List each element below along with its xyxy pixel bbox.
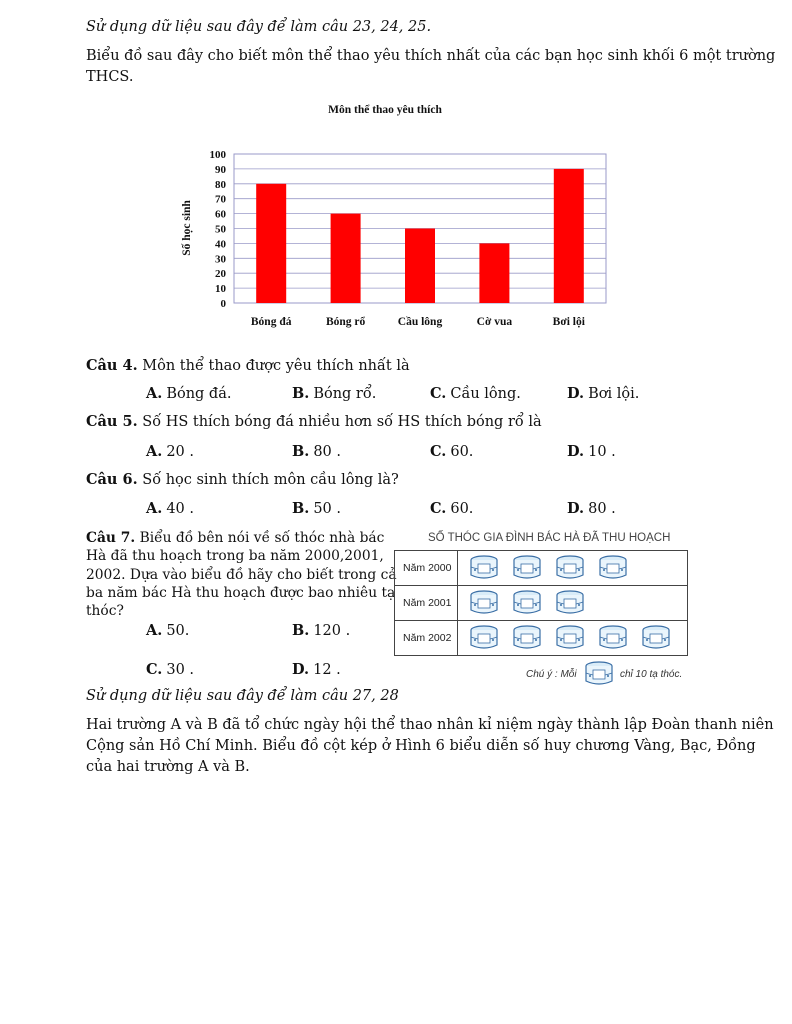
y-tick-label: 0 (220, 298, 226, 310)
question-6-label: Câu 6. (86, 471, 138, 488)
rice-bag-icon (584, 661, 614, 691)
question-6-text: Số học sinh thích môn cầu lông là? (142, 472, 399, 488)
question-6 (86, 469, 399, 491)
y-tick-label: 60 (215, 208, 226, 221)
bar (479, 243, 509, 303)
pictogram-table (394, 550, 688, 656)
question-7: Câu 7. Biểu đồ bên nói về số thóc nhà bác (86, 530, 385, 546)
paragraph-line-3: của hai trường A và B. (86, 759, 250, 775)
x-tick-label: Cờ vua (476, 316, 513, 328)
question-7-line-3: 2002. Dựa vào biểu đồ hãy cho biết trong cả (86, 567, 397, 583)
question-7-line-5: thóc? (86, 603, 124, 619)
q7-option-d[interactable]: D. 12 . (292, 661, 341, 678)
q7-option-b[interactable]: B. 120 . (292, 622, 351, 639)
q7-option-c[interactable]: C. 30 . (146, 661, 195, 678)
q5-option-c[interactable]: C. 60. (430, 443, 474, 460)
rice-bag-icon (598, 555, 628, 585)
rice-bag-icon (555, 555, 585, 585)
y-tick-label: 20 (215, 268, 226, 281)
question-5 (86, 411, 542, 433)
paragraph-line-2: Cộng sản Hồ Chí Minh. Biểu đồ cột kép ở Hình 6 biểu diễn số huy chương Vàng, Bạc, Đồng (86, 738, 756, 754)
q6-option-a[interactable]: A. 40 . (146, 500, 194, 517)
q6-option-b[interactable]: B. 50 . (292, 500, 341, 517)
q4-option-d[interactable]: D. Bơi lội. (567, 385, 640, 402)
y-axis-label: Số học sinh (181, 200, 193, 256)
x-tick-label: Cầu lông (397, 316, 443, 328)
q6-option-d[interactable]: D. 80 . (567, 500, 616, 517)
rice-bag-icon (555, 590, 585, 620)
pictogram-row-2000: Năm 2000 (395, 551, 687, 586)
y-tick-label: 40 (215, 238, 226, 251)
pictogram-note-suffix: chỉ 10 tạ thóc. (620, 669, 683, 680)
rice-bag-icon (512, 590, 542, 620)
pictogram (390, 528, 696, 690)
rice-bag-icon (469, 590, 499, 620)
y-tick-label: 80 (215, 178, 226, 191)
y-tick-label: 70 (215, 193, 226, 206)
pictogram-row-2002: Năm 2002 (395, 621, 687, 655)
intro-paragraph-line-2: THCS. (86, 69, 134, 85)
rice-bag-icon (512, 555, 542, 585)
rice-bag-icon (641, 625, 671, 655)
y-tick-label: 30 (215, 253, 226, 266)
rice-bag-icon (469, 625, 499, 655)
q5-option-d[interactable]: D. 10 . (567, 443, 616, 460)
q4-option-b[interactable]: B. Bóng rổ. (292, 385, 377, 402)
rice-bag-icon (469, 555, 499, 585)
intro-instruction: Sử dụng dữ liệu sau đây để làm câu 23, 24, 25. (86, 19, 432, 35)
chart-title: Môn thể thao yêu thích (328, 104, 442, 116)
q7-option-a[interactable]: A. 50. (146, 622, 190, 639)
y-tick-label: 10 (215, 283, 226, 296)
rice-bag-icon (512, 625, 542, 655)
pictogram-note-prefix: Chú ý : Mỗi (526, 669, 577, 680)
bar (554, 169, 584, 303)
q4-option-a[interactable]: A. Bóng đá. (146, 385, 232, 402)
y-tick-label: 90 (215, 163, 226, 176)
question-5-text: Số HS thích bóng đá nhiều hơn số HS thích bóng rổ là (142, 414, 542, 430)
q6-option-c[interactable]: C. 60. (430, 500, 474, 517)
question-4-text: Môn thể thao được yêu thích nhất là (142, 358, 410, 374)
q4-option-c[interactable]: C. Cầu lông. (430, 385, 521, 402)
question-4 (86, 355, 410, 377)
intro-instruction-2: Sử dụng dữ liệu sau đây để làm câu 27, 28 (86, 688, 399, 704)
x-tick-label: Bóng đá (250, 316, 292, 328)
question-4-label: Câu 4. (86, 357, 138, 374)
rice-bag-icon (598, 625, 628, 655)
question-7-line-2: Hà đã thu hoạch trong ba năm 2000,2001, (86, 548, 384, 564)
rice-bag-icon (555, 625, 585, 655)
pictogram-title: SỐ THÓC GIA ĐÌNH BÁC HÀ ĐÃ THU HOẠCH (428, 532, 671, 544)
pictogram-row-2001: Năm 2001 (395, 586, 687, 621)
bar-chart (170, 140, 630, 335)
q5-option-b[interactable]: B. 80 . (292, 443, 341, 460)
bar (331, 214, 361, 303)
y-tick-label: 50 (215, 223, 226, 236)
paragraph-line-1: Hai trường A và B đã tổ chức ngày hội thể thao nhân kỉ niệm ngày thành lập Đoàn thanh niên (86, 717, 774, 733)
y-tick-label: 100 (209, 149, 226, 161)
question-7-label: Câu 7. (86, 530, 136, 546)
intro-paragraph-line-1: Biểu đồ sau đây cho biết môn thể thao yêu thích nhất của các bạn học sinh khối 6 một trường (86, 48, 776, 64)
x-tick-label: Bóng rổ (325, 316, 366, 328)
q5-option-a[interactable]: A. 20 . (146, 443, 194, 460)
x-tick-label: Bơi lội (552, 316, 585, 328)
bar (405, 229, 435, 304)
bar (256, 184, 286, 303)
question-5-label: Câu 5. (86, 413, 138, 430)
question-7-line-4: ba năm bác Hà thu hoạch được bao nhiêu tạ (86, 585, 396, 601)
